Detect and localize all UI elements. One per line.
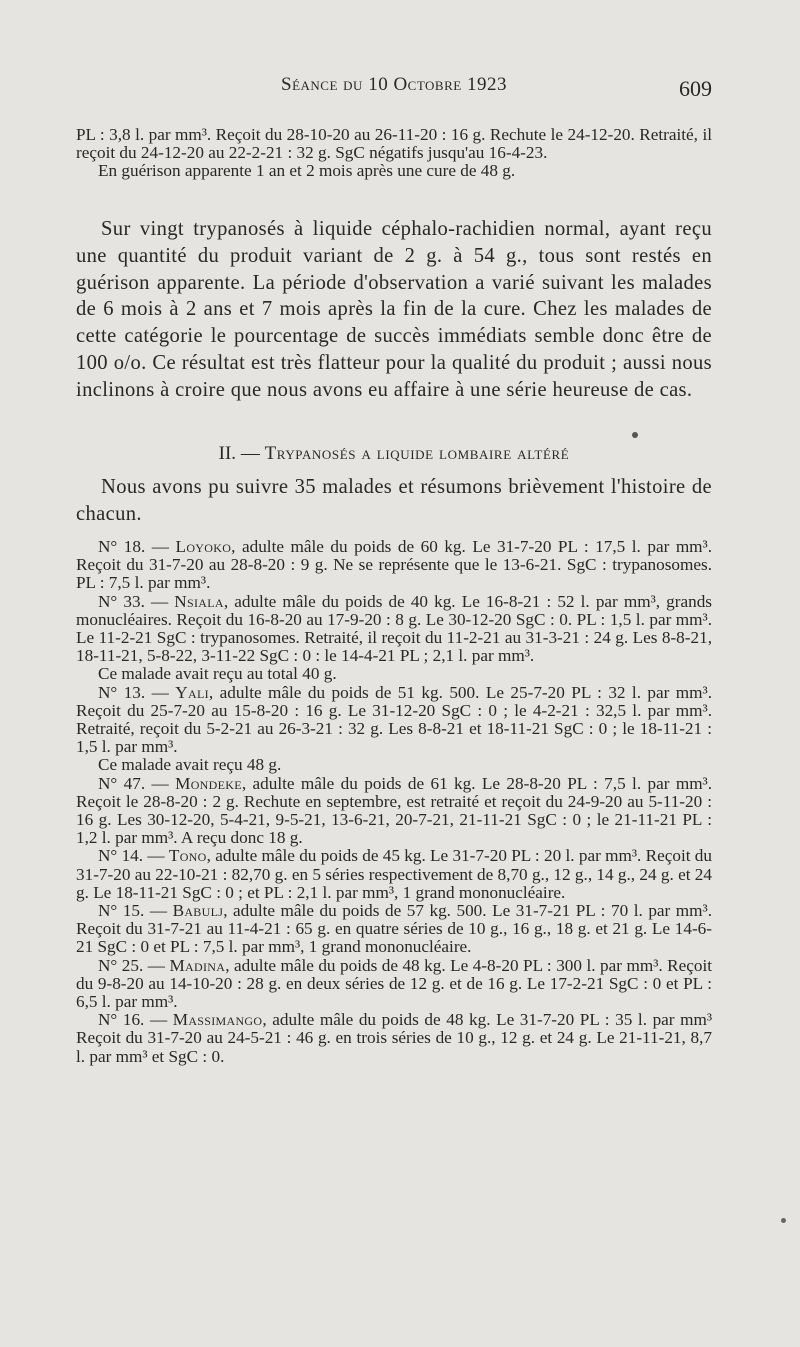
patient-name: Madina: [169, 955, 226, 975]
case-text: , adulte mâle du poids de 48 kg. Le 4-8-20 PL : 300 l. par mm³. Reçoit du 9-8-20 au 14-10-20 : 28 g. en deux séries de 12 g. et de 16 g. Le 17-2-21 SgC : 0 et PL : 6,5 l. par mm³.: [76, 955, 712, 1012]
ink-spot: [632, 432, 638, 438]
case-number: N° 15. —: [98, 901, 168, 921]
case-text: , adulte mâle du poids de 45 kg. Le 31-7-20 PL : 20 l. par mm³. Reçoit du 31-7-20 au 22-10-21 : 82,70 g. en 5 séries respectivement de 8,70 g., 12 g., 14 g., 24 g. et 24 g. Le 18-11-21 SgC : 0 ; et PL : 2,1 l. par mm³, 1 grand mononucléaire.: [76, 846, 712, 902]
patient-name: Mondeke: [175, 773, 242, 793]
case-entry: [76, 957, 712, 1012]
case-number: N° 14. —: [98, 846, 165, 866]
case-entry: [76, 538, 712, 593]
case-list: [76, 538, 712, 1066]
case-text: , adulte mâle du poids de 48 kg. Le 31-7-20 PL : 35 l. par mm³ Reçoit du 31-7-20 au 24-5-21 : 46 g. en trois séries de 10 g., 12 g. et 24 g. Le 21-11-21, 8,7 l. par mm³ et SgC : 0.: [76, 1010, 713, 1066]
case-number: N° 47. —: [98, 773, 169, 793]
case-note: [76, 756, 712, 774]
running-title: Séance du 10 Octobre 1923: [281, 74, 507, 95]
intro-case-conclusion: En guérison apparente 1 an et 2 mois après une cure de 48 g.: [98, 161, 516, 181]
case-text: Ce malade avait reçu 48 g.: [98, 755, 282, 775]
page-number: 609: [679, 76, 712, 101]
ink-spot: [781, 1218, 786, 1223]
case-entry: [76, 775, 712, 848]
case-text: , adulte mâle du poids de 61 kg. Le 28-8-20 PL : 7,5 l. par mm³. Reçoit le 28-8-20 : 2 g. Rechute en septembre, est retraité et reçoit du 24-9-20 au 5-11-20 : 16 g. Les 30-12-20, 5-4-21, 9-5-21, 13-6-21, 20-7-21, 21-11-21 SgC : 0 ; le 21-11-21 PL : 1,2 l. par mm³. A reçu donc 18 g.: [76, 773, 713, 848]
case-number: N° 33. —: [98, 591, 169, 611]
intro-case-text: PL : 3,8 l. par mm³. Reçoit du 28-10-20 au 26-11-20 : 16 g. Rechute le 24-12-20. Retraité, il reçoit du 24-12-20 au 22-2-21 : 32 g. SgC négatifs jusqu'au 16-4-23.: [76, 125, 712, 163]
case-entry: [76, 902, 712, 957]
patient-name: Loyoko: [175, 537, 232, 556]
section-dash: —: [240, 443, 260, 464]
case-text: , adulte mâle du poids de 60 kg. Le 31-7-20 PL : 17,5 l. par mm³. Reçoit du 31-7-20 au 28-8-20 : 9 g. Ne se représente que le 13-6-21. SgC : trypanosomes. PL : 7,5 l. par mm³.: [76, 537, 713, 593]
case-entry: [76, 1011, 712, 1066]
case-text: Ce malade avait reçu au total 40 g.: [98, 664, 337, 684]
section-heading: [76, 443, 712, 465]
patient-name: Massimango: [172, 1010, 263, 1030]
summary-paragraph: Sur vingt trypanosés à liquide céphalo-rachidien normal, ayant reçu une quantité du produit variant de 2 g. à 54 g., tous sont restés en guérison apparente. La période d'observation a varié suivant les malades de 6 mois à 2 ans et 7 mois après la fin de la cure. Chez les malades de cette catégorie le pourcentage de succès immédiats semble donc être de 100 o/o. Ce résultat est très flatteur pour la qualité du produit ; aussi nous inclinons à croire que nous avons eu affaire à une série heureuse de cas.: [76, 218, 712, 401]
case-text: , adulte mâle du poids de 40 kg. Le 16-8-21 : 52 l. par mm³, grands monucléaires. Reçoit du 16-8-20 au 17-9-20 : 8 g. Le 30-12-20 SgC : 0. PL : 1,5 l. par mm³. Le 11-2-21 SgC : trypanosomes. Retraité, il reçoit du 11-2-21 au 31-3-21 : 24 g. Les 8-8-21, 18-11-21, 5-8-22, 3-11-22 SgC : 0 : le 14-4-21 PL ; 2,1 l. par mm³.: [76, 591, 712, 666]
patient-name: Babulj: [172, 901, 224, 921]
patient-name: Yali: [175, 682, 209, 702]
section-intro: Nous avons pu suivre 35 malades et résumons brièvement l'histoire de chacun.: [76, 476, 712, 525]
case-entry: [76, 593, 712, 666]
case-entry: [76, 847, 712, 902]
page-header: [76, 74, 712, 104]
case-entry: [76, 684, 712, 757]
patient-name: Nsiala: [174, 591, 224, 611]
case-number: N° 13. —: [98, 682, 169, 702]
intro-case: [76, 126, 712, 181]
case-text: , adulte mâle du poids de 57 kg. 500. Le 31-7-21 PL : 70 l. par mm³. Reçoit du 31-7-21 au 11-4-21 : 65 g. en quatre séries de 10 g., 16 g., 18 g. et 21 g. Le 14-6-21 SgC : 0 et PL : 7,5 l. par mm³, 1 grand mononucléaire.: [76, 901, 712, 957]
section-title: Trypanosés a liquide lombaire altéré: [264, 443, 570, 464]
case-note: [76, 665, 712, 683]
patient-name: Tono: [168, 846, 207, 866]
section-number: II.: [218, 443, 237, 464]
case-number: N° 16. —: [98, 1010, 168, 1030]
case-number: N° 25. —: [98, 955, 165, 975]
case-text: , adulte mâle du poids de 51 kg. 500. Le 25-7-20 PL : 32 l. par mm³. Reçoit du 25-7-20 au 15-8-20 : 16 g. Le 31-12-20 SgC : 0 ; le 4-2-21 : 32,5 l. par mm³. Retraité, reçoit du 5-2-21 au 26-3-21 : 32 g. Les 8-8-21 et 18-11-21 SgC : 0 ; le 18-11-21 : 1,5 l. par mm³.: [76, 682, 712, 757]
case-number: N° 18. —: [98, 537, 169, 556]
